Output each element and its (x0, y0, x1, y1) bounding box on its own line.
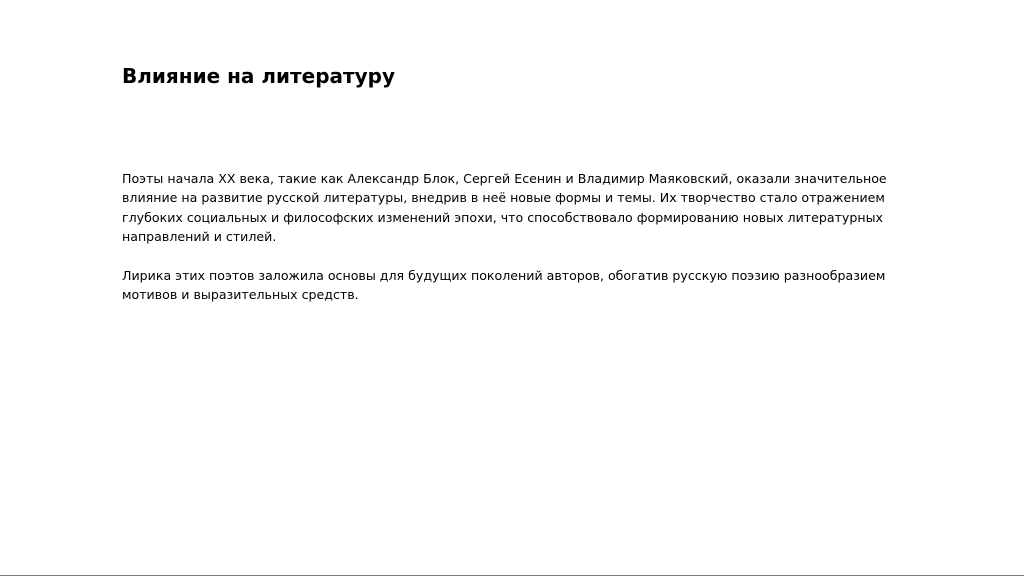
slide-body (122, 169, 912, 305)
body-paragraph-2: Лирика этих поэтов заложила основы для будущих поколений авторов, обогатив русскую поэзию разнообразием мотивов и выразительных средств. (122, 268, 886, 303)
slide-title: Влияние на литературу (122, 64, 395, 88)
body-paragraph-1: Поэты начала XX века, такие как Александр Блок, Сергей Есенин и Владимир Маяковский, оказали значительное влияние на развитие русской литературы, внедрив в неё новые формы и темы. Их творчество стало отражением глубоких социальных и философских изменений эпохи, что способствовало формированию новых литературных направлений и стилей. (122, 171, 887, 245)
